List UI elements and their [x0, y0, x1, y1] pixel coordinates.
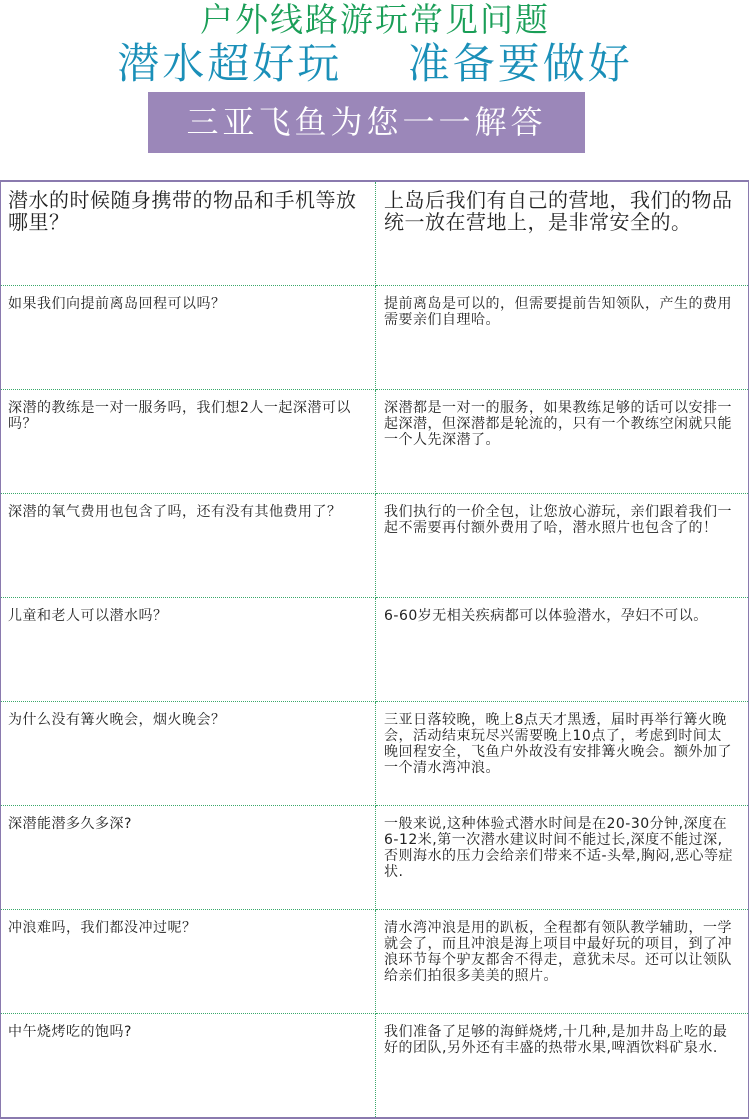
- faq-answer: 我们执行的一价全包，让您放心游玩，亲们跟着我们一起不需要再付额外费用了哈，潜水照片也包含了的！: [376, 494, 748, 598]
- faq-question: 如果我们向提前离岛回程可以吗？: [1, 286, 376, 390]
- faq-question: 深潜的教练是一对一服务吗，我们想2人一起深潜可以吗？: [1, 390, 376, 494]
- faq-answer: 提前离岛是可以的，但需要提前告知领队，产生的费用需要亲们自理哈。: [376, 286, 748, 390]
- faq-answer: 上岛后我们有自己的营地，我们的物品统一放在营地上，是非常安全的。: [376, 182, 748, 286]
- faq-question: 冲浪难吗，我们都没冲过呢？: [1, 910, 376, 1014]
- faq-question: 中午烧烤吃的饱吗?: [1, 1014, 376, 1117]
- faq-answer: 深潜都是一对一的服务，如果教练足够的话可以安排一起深潜，但深潜都是轮流的，只有一个教练空闲就只能一个人先深潜了。: [376, 390, 748, 494]
- faq-answer: 我们准备了足够的海鲜烧烤,十几种,是加井岛上吃的最好的团队,另外还有丰盛的热带水果,啤酒饮料矿泉水.: [384, 1024, 728, 1056]
- page-title: 户外线路游玩常见问题: [200, 0, 550, 39]
- faq-question: 儿童和老人可以潜水吗？: [1, 598, 376, 702]
- faq-answer: 三亚日落较晚，晚上8点天才黑透，届时再举行篝火晚会，活动结束玩尽兴需要晚上10点了，考虑到时间太晚回程安全，飞鱼户外故没有安排篝火晚会。额外加了一个清水湾冲浪。: [376, 702, 748, 806]
- faq-question: 潜水的时候随身携带的物品和手机等放哪里？: [1, 182, 376, 286]
- faq-question: 深潜的氧气费用也包含了吗，还有没有其他费用了？: [1, 494, 376, 598]
- faq-answer: 一般来说,这种体验式潜水时间是在20-30分钟,深度在6-12米,第一次潜水建议时间不能过长,深度不能过深,否则海水的压力会给亲们带来不适-头晕,胸闷,恶心等症状.: [376, 806, 748, 910]
- faq-table: [0, 180, 749, 1119]
- page-subtitle: 潜水超好玩 准备要做好: [117, 39, 633, 88]
- banner: 三亚飞鱼为您一一解答: [148, 92, 585, 153]
- faq-question: 为什么没有篝火晚会，烟火晚会？: [1, 702, 376, 806]
- faq-answer: 6-60岁无相关疾病都可以体验潜水，孕妇不可以。: [376, 598, 748, 702]
- faq-question: 深潜能潜多久多深?: [1, 806, 376, 910]
- faq-answer: 清水湾冲浪是用的趴板，全程都有领队教学辅助，一学就会了，而且冲浪是海上项目中最好玩的项目，到了冲浪环节每个驴友都舍不得走，意犹未尽。还可以让领队给亲们拍很多美美的照片。: [376, 910, 748, 1014]
